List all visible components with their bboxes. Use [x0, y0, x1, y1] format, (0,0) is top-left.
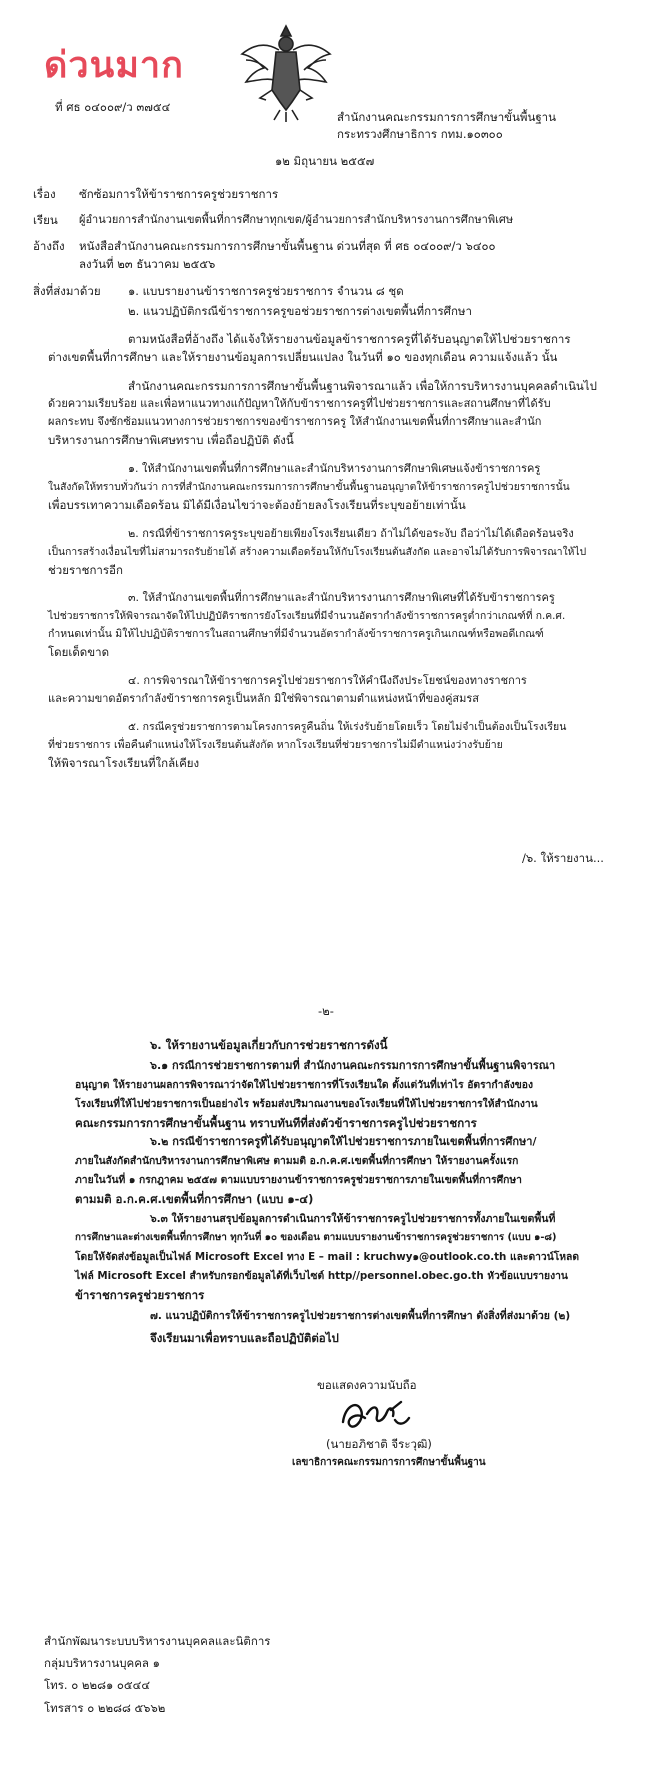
- para2-line2: ด้วยความเรียบร้อย และเพื่อหาแนวทางแก้ปัญหาให้กับข้าราชการครูที่ไปช่วยราชการและสถานศึกษาที่ได้รับ: [48, 397, 551, 410]
- garuda-emblem-icon: [236, 20, 336, 125]
- item62-line2: ภายในสังกัดสำนักบริหารงานการศึกษาพิเศษ ตามมติ อ.ก.ค.ศ.เขตพื้นที่การศึกษา ให้รายงานครั้งแรก: [75, 1155, 519, 1167]
- item5-line1: ๕. กรณีครูช่วยราชการตามโครงการครูคืนถิ่น ให้เร่งรับย้ายโดยเร็ว โดยไม่จำเป็นต้องเป็นโรงเรียน: [128, 721, 567, 733]
- item61-line4: คณะกรรมการการศึกษาขั้นพื้นฐาน ทราบทันทีที่ส่งตัวข้าราชการครูไปช่วยราชการ: [75, 1116, 477, 1130]
- item3-line2: ไปช่วยราชการให้พิจารณาจัดให้ไปปฏิบัติราชการยังโรงเรียนที่มีจำนวนอัตรากำลังข้าราชการครูต่ำกว่าเกณฑ์ที่ ก.ค.ศ.: [48, 610, 566, 622]
- para2-line4: บริหารงานการศึกษาพิเศษทราบ เพื่อถือปฏิบัติ ดังนี้: [48, 433, 294, 447]
- item61-line1: ๖.๑ กรณีการช่วยราชการตามที่ สำนักงานคณะกรรมการการศึกษาขั้นพื้นฐานพิจารณา: [150, 1059, 556, 1072]
- signature-icon: [335, 1392, 415, 1438]
- enclosure-2: ๒. แนวปฏิบัติกรณีข้าราชการครูขอช่วยราชการต่างเขตพื้นที่การศึกษา: [128, 304, 472, 318]
- para1-line2: ต่างเขตพื้นที่การศึกษา และให้รายงานข้อมูลการเปลี่ยนแปลง ในวันที่ ๑๐ ของทุกเดือน ความแจ้งแล้ว นั้น: [48, 350, 558, 364]
- page-number: -๒-: [318, 1004, 334, 1018]
- regards-text: ขอแสดงความนับถือ: [317, 1378, 417, 1392]
- continued-note: /๖. ให้รายงาน...: [522, 851, 604, 865]
- urgency-label: ด่วนมาก: [44, 45, 184, 86]
- office-name: สำนักงานคณะกรรมการการศึกษาขั้นพื้นฐาน: [337, 110, 556, 124]
- subject-label: เรื่อง: [33, 187, 56, 201]
- item3-line3: กำหนดเท่านั้น มิให้ไปปฏิบัติราชการในสถานศึกษาที่มีจำนวนอัตรากำลังข้าราชการครูเกินเกณฑ์หรือพอดีเกณฑ์: [48, 628, 544, 640]
- item2-line2: เป็นการสร้างเงื่อนไขที่ไม่สามารถรับย้ายได้ สร้างความเดือดร้อนให้กับโรงเรียนต้นสังกัด และอาจไม่ได้รับการพิจารณาให้ไป: [48, 546, 587, 558]
- item61-line3: โรงเรียนที่ให้ไปช่วยราชการเป็นอย่างไร พร้อมส่งปริมาณงานของโรงเรียนที่ให้ไปช่วยราชการให้สำนักงาน: [75, 1098, 538, 1110]
- item63-line3: โดยให้จัดส่งข้อมูลเป็นไฟล์ Microsoft Excel ทาง E – mail : kruchwy๑@outlook.co.th และดาวน์โหลด: [75, 1251, 580, 1263]
- item7: ๗. แนวปฏิบัติการให้ข้าราชการครูไปช่วยราชการต่างเขตพื้นที่การศึกษา ดังสิ่งที่ส่งมาด้วย (๒): [150, 1310, 571, 1322]
- enclosure-label: สิ่งที่ส่งมาด้วย: [33, 284, 101, 298]
- item5-line2: ที่ช่วยราชการ เพื่อคืนตำแหน่งให้โรงเรียนต้นสังกัด หากโรงเรียนที่ช่วยราชการไม่มีตำแหน่งว่างรับย้าย: [48, 739, 503, 751]
- item6-title: ๖. ให้รายงานข้อมูลเกี่ยวกับการช่วยราชการดังนี้: [150, 1038, 388, 1052]
- signer-name: (นายอภิชาติ จีระวุฒิ): [326, 1437, 432, 1451]
- item1-line3: เพื่อบรรเทาความเดือดร้อน มิได้มีเงื่อนไขว่าจะต้องย้ายลงโรงเรียนที่ระบุขอย้ายเท่านั้น: [48, 498, 466, 512]
- signer-title: เลขาธิการคณะกรรมการการศึกษาขั้นพื้นฐาน: [292, 1457, 486, 1468]
- item63-line5: ข้าราชการครูช่วยราชการ: [75, 1288, 205, 1302]
- telephone: โทร. ๐ ๒๒๘๑ ๐๕๔๔: [44, 1678, 151, 1692]
- item1-line2: ในสังกัดให้ทราบทั่วกันว่า การที่สำนักงานคณะกรรมการการศึกษาขั้นพื้นฐานอนุญาตให้ข้าราชการครูไปช่วยราชการนั้น: [48, 481, 570, 493]
- office-address: กระทรวงศึกษาธิการ กทม.๑๐๓๐๐: [337, 127, 503, 141]
- work-group: กลุ่มบริหารงานบุคคล ๑: [44, 1656, 160, 1670]
- item3-line1: ๓. ให้สำนักงานเขตพื้นที่การศึกษาและสำนักบริหารงานการศึกษาพิเศษที่ได้รับข้าราชการครู: [128, 591, 555, 604]
- para1-line1: ตามหนังสือที่อ้างถึง ได้แจ้งให้รายงานข้อมูลข้าราชการครูที่ได้รับอนุญาตให้ไปช่วยราชการ: [128, 332, 571, 346]
- para2-line3: ผลกระทบ จึงซักซ้อมแนวทางการช่วยราชการของข้าราชการครู ให้สำนักงานเขตพื้นที่การศึกษาและสำนัก: [48, 415, 542, 428]
- item5-line3: ให้พิจารณาโรงเรียนที่ใกล้เคียง: [48, 756, 200, 770]
- item4-line2: และความขาดอัตรากำลังข้าราชการครูเป็นหลัก มิใช่พิจารณาตามตำแหน่งหน้าที่ของคู่สมรส: [48, 692, 480, 705]
- item63-line1: ๖.๓ ให้รายงานสรุปข้อมูลการดำเนินการให้ข้าราชการครูไปช่วยราชการทั้งภายในเขตพื้นที่: [150, 1213, 556, 1225]
- item2-line3: ช่วยราชการอีก: [48, 563, 123, 577]
- department: สำนักพัฒนาระบบบริหารงานบุคคลและนิติการ: [44, 1634, 271, 1648]
- subject-text: ซักซ้อมการให้ข้าราชการครูช่วยราชการ: [79, 187, 279, 201]
- item4-line1: ๔. การพิจารณาให้ข้าราชการครูไปช่วยราชการให้คำนึงถึงประโยชน์ของทางราชการ: [128, 674, 527, 687]
- item2-line1: ๒. กรณีที่ข้าราชการครูระบุขอย้ายเพียงโรงเรียนเดียว ถ้าไม่ได้ขอระงับ ถือว่าไม่ได้เดือดร้อนจริง: [128, 527, 574, 540]
- enclosure-1: ๑. แบบรายงานข้าราชการครูช่วยราชการ จำนวน ๘ ชุด: [128, 284, 404, 298]
- item3-line4: โดยเด็ดขาด: [48, 645, 110, 659]
- item62-line1: ๖.๒ กรณีข้าราชการครูที่ได้รับอนุญาตให้ไปช่วยราชการภายในเขตพื้นที่การศึกษา/: [150, 1135, 537, 1148]
- item63-line4: ไฟล์ Microsoft Excel สำหรับกรอกข้อมูลได้ที่เว็บไซต์ http//personnel.obec.go.th หัวข้อแบบรายงาน: [75, 1270, 568, 1282]
- document-date: ๑๒ มิถุนายน ๒๕๕๗: [275, 154, 375, 168]
- item61-line2: อนุญาต ให้รายงานผลการพิจารณาว่าจัดให้ไปช่วยราชการที่โรงเรียนใด ตั้งแต่วันที่เท่าไร อัตรากำลังของ: [75, 1079, 533, 1091]
- para2-line1: สำนักงานคณะกรรมการการศึกษาขั้นพื้นฐานพิจารณาแล้ว เพื่อให้การบริหารงานบุคคลดำเนินไป: [128, 379, 597, 393]
- document-number: ที่ ศธ ๐๔๐๐๙/ว ๓๗๕๔: [55, 100, 171, 114]
- closing-text: จึงเรียนมาเพื่อทราบและถือปฏิบัติต่อไป: [150, 1331, 339, 1345]
- to-label: เรียน: [33, 213, 58, 227]
- item62-line3: ภายในวันที่ ๑ กรกฎาคม ๒๕๕๗ ตามแบบรายงานข้าราชการครูช่วยราชการภายในเขตพื้นที่การศึกษา: [75, 1174, 522, 1186]
- fax: โทรสาร ๐ ๒๒๘๘ ๕๖๖๒: [44, 1701, 166, 1715]
- reference-label: อ้างถึง: [33, 239, 65, 253]
- item1-line1: ๑. ให้สำนักงานเขตพื้นที่การศึกษาและสำนักบริหารงานการศึกษาพิเศษแจ้งข้าราชการครู: [128, 462, 541, 475]
- to-text: ผู้อำนวยการสำนักงานเขตพื้นที่การศึกษาทุกเขต/ผู้อำนวยการสำนักบริหารงานการศึกษาพิเศษ: [79, 213, 514, 226]
- reference-line-2: ลงวันที่ ๒๓ ธันวาคม ๒๕๕๖: [79, 257, 216, 271]
- reference-line-1: หนังสือสำนักงานคณะกรรมการการศึกษาขั้นพื้นฐาน ด่วนที่สุด ที่ ศธ ๐๔๐๐๙/ว ๖๔๐๐: [79, 239, 496, 253]
- item63-line2: การศึกษาและต่างเขตพื้นที่การศึกษา ทุกวันที่ ๑๐ ของเดือน ตามแบบรายงานข้าราชการครูช่วยราชการ (แบบ ๑-๘): [75, 1232, 557, 1243]
- item62-line4: ตามมติ อ.ก.ค.ศ.เขตพื้นที่การศึกษา (แบบ ๑-๔): [75, 1192, 314, 1206]
